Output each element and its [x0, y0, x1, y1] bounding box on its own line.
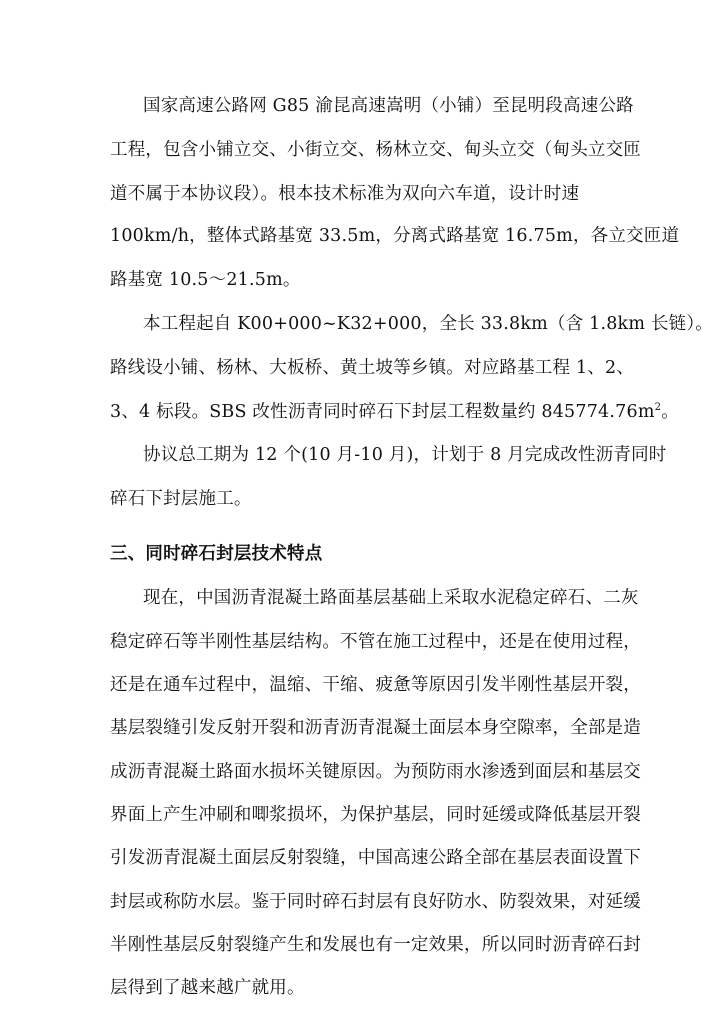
paragraph1-line2: 工程，包含小铺立交、小街立交、杨林立交、甸头立交（甸头立交匝	[110, 139, 641, 160]
paragraph4-line1: 现在，中国沥青混凝土路面基层基础上采取水泥稳定碎石、二灰	[143, 588, 639, 609]
paragraph4-line10: 层得到了越来越广就用。	[110, 978, 305, 999]
paragraph2-line3-end: 。	[661, 401, 679, 422]
paragraph1-line1: 国家高速公路网 G85 渝昆高速嵩明（小铺）至昆明段高速公路	[143, 96, 634, 116]
paragraph1-line4: 100km/h，整体式路基宽 33.5m，分离式路基宽 16.75m，各立交匝道	[110, 226, 680, 247]
paragraph1-line5: 路基宽 10.5～21.5m。	[110, 270, 301, 291]
paragraph2-line3	[110, 400, 679, 424]
paragraph4-line2: 稳定碎石等半刚性基层结构。不管在施工过程中，还是在使用过程，	[110, 631, 641, 652]
paragraph4-line4: 基层裂缝引发反射开裂和沥青沥青混凝土面层本身空隙率，全部是造	[110, 718, 641, 739]
paragraph4-line5: 成沥青混凝土路面水损坏关键原因。为预防雨水渗透到面层和基层交	[110, 761, 641, 782]
paragraph2-line2: 路线设小铺、杨林、大板桥、黄土坡等乡镇。对应路基工程 1、2、	[110, 357, 635, 378]
paragraph4-line3: 还是在通车过程中，温缩、干缩、疲惫等原因引发半刚性基层开裂，	[110, 675, 641, 696]
paragraph3-line2: 碎石下封层施工。	[110, 489, 252, 510]
paragraph3-line1: 协议总工期为 12 个(10 月-10 月)，计划于 8 月完成改性沥青同时	[143, 445, 667, 466]
paragraph1-line3: 道不属于本协议段）。根本技术标准为双向六车道，设计时速	[110, 183, 580, 204]
area-unit-superscript: 2	[654, 401, 662, 413]
paragraph2-line3-text: 3、4 标段。SBS 改性沥青同时碎石下封层工程数量约 845774.76m	[110, 401, 655, 422]
paragraph4-line6: 界面上产生冲刷和唧浆损坏，为保护基层，同时延缓或降低基层开裂	[110, 804, 641, 825]
paragraph2-line1: 本工程起自 K00+000~K32+000，全长 33.8km（含 1.8km 长链）。	[143, 313, 713, 334]
paragraph4-line9: 半刚性基层反射裂缝产生和发展也有一定效果，所以同时沥青碎石封	[110, 934, 641, 955]
paragraph4-line8: 封层或称防水层。鉴于同时碎石封层有良好防水、防裂效果，对延缓	[110, 891, 641, 912]
section-heading: 三、同时碎石封层技术特点	[110, 543, 323, 564]
paragraph4-line7: 引发沥青混凝土面层反射裂缝，中国高速公路全部在基层表面设置下	[110, 848, 641, 869]
